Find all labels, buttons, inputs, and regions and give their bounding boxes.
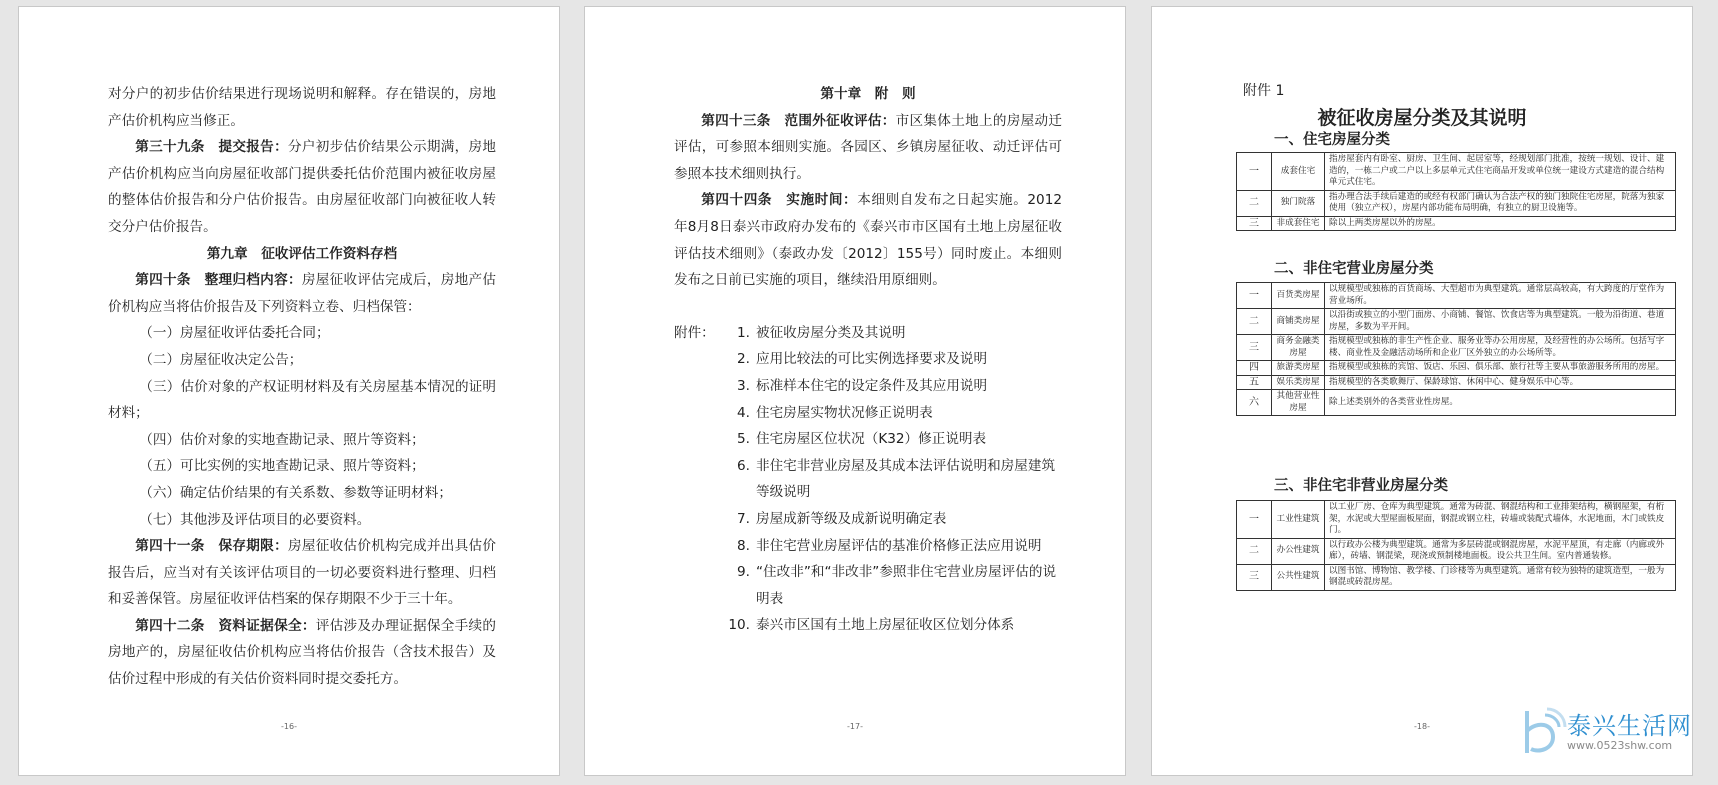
article-44 <box>674 187 1062 293</box>
article-heading: 第四十四条 实施时间： <box>701 192 858 209</box>
annex-label: 附件 1 <box>1243 83 1285 99</box>
annex-title: 被征收房屋分类及其说明 <box>1317 107 1527 129</box>
article-text: 房屋征收估价机构完成并出具估价报告后，应当对有关该评估项目的一切必要资料进行整理、归档和妥善保管。房屋征收评估档案的保存期限不少于三十年。 <box>108 538 497 608</box>
paragraph: 对分户的初步估价结果进行现场说明和解释。存在错误的，房地产估价机构应当修正。 <box>108 86 496 129</box>
list-item: （六）确定估价结果的有关系数、参数等证明材料； <box>139 484 452 501</box>
article-heading: 第四十条 整理归档内容： <box>135 272 302 289</box>
table-row: 二 商铺类房屋 以沿街或独立的小型门面房、小商铺、餐馆、饮食店等为典型建筑。一般为沿街道、巷道房屋，多数为平开间。 <box>1237 309 1676 335</box>
list-item: （七）其他涉及评估项目的必要资料。 <box>139 511 371 528</box>
article-40 <box>108 267 496 320</box>
table-row: 二 办公性建筑 以行政办公楼为典型建筑。通常为多层砖混或钢混房屋，水泥平屋顶，有走廊（内廊或外廊），砖墙、钢混梁，现浇或预制楼地面板。设公共卫生间。室内普通装修。 <box>1237 538 1676 564</box>
table-row: 一 成套住宅 指房屋套内有卧室、厨房、卫生间、起居室等，经规划部门批准，按统一规划、设计、建造的，一栋二户或二户以上多层单元式住宅商品开发或单位统一建设方式建造的混合结构单元式住宅。 <box>1237 153 1676 191</box>
article-text: 分户初步估价结果公示期满，房地产估价机构应当向房屋征收部门提供委托估价范围内被征收房屋的整体估价报告和分户估价报告。由房屋征收部门向被征收人转交分户估价报告。 <box>108 139 497 235</box>
section-heading: 三、非住宅非营业房屋分类 <box>1274 478 1448 494</box>
chapter-heading: 第九章 征收评估工作资料存档 <box>206 245 398 262</box>
table-row: 三 公共性建筑 以图书馆、博物馆、教学楼、门诊楼等为典型建筑。通常有较为独特的建筑造型，一般为钢混或砖混房屋。 <box>1237 564 1676 590</box>
page-16-body <box>108 81 496 693</box>
annex-item: 4. 住宅房屋实物状况修正说明表 <box>737 404 933 421</box>
article-heading: 第四十三条 范围外征收评估： <box>701 112 896 129</box>
page-number: -18- <box>1414 722 1430 731</box>
site-url: www.0523shw.com <box>1567 738 1673 752</box>
article-text: 房屋征收评估完成后，房地产估价机构应当将估价报告及下列资料立卷、归档保管： <box>108 272 497 315</box>
article-39 <box>108 134 496 240</box>
site-watermark <box>1519 705 1692 759</box>
article-text: 本细则自发布之日起实施。2012年8月8日泰兴市政府办发布的《泰兴市市区国有土地上房屋征收评估技术细则》（泰政办发〔2012〕155号）同时废止。本细则发布之日前已实施的项目，继续沿用原细则。 <box>674 192 1062 289</box>
chapter-heading: 第十章 附 则 <box>820 86 916 102</box>
article-42 <box>108 613 496 693</box>
annex-list <box>674 320 1062 639</box>
annex-item: 2. 应用比较法的可比实例选择要求及说明 <box>737 351 988 368</box>
table-row: 四 旅游类房屋 指规模型或独栋的宾馆、饭店、乐园、俱乐部、旅行社等主要从事旅游服务所用的房屋。 <box>1237 361 1676 376</box>
annex-label: 附件： <box>674 324 715 341</box>
annex-item: 附件： 1. 被征收房屋分类及其说明 <box>674 320 1062 347</box>
page-number: -16- <box>281 722 297 731</box>
table-row: 一 百货类房屋 以规模型或独栋的百货商场、大型超市为典型建筑。通常层高较高，有大跨度的厅堂作为营业场所。 <box>1237 283 1676 309</box>
table-row: 三 非成套住宅 除以上两类房屋以外的房屋。 <box>1237 216 1676 231</box>
site-name: 泰兴生活网 <box>1567 711 1692 740</box>
table-row: 一 工业性建筑 以工业厂房、仓库为典型建筑。通常为砖混、钢混结构和工业排架结构，横钢屋架，有桁架，水泥或大型屋面板屋面，钢混或钢立柱，砖墙或装配式墙体，水泥地面，木门或铁皮门。 <box>1237 501 1676 539</box>
classification-table-non-commercial <box>1236 500 1676 591</box>
article-heading: 第四十一条 保存期限： <box>135 538 288 555</box>
document-page-16 <box>18 6 560 776</box>
table-row: 二 独门院落 指办理合法手续后建造的或经有权部门确认为合法产权的独门独院住宅房屋，院落为独家使用（独立产权），房屋内部功能布局明确，有独立的厨卫设施等。 <box>1237 190 1676 216</box>
classification-table-commercial <box>1236 282 1676 416</box>
article-43 <box>674 108 1062 188</box>
document-page-17 <box>584 6 1126 776</box>
table-row: 五 娱乐类房屋 指规模型的各类歌舞厅、保龄球馆、休闲中心、健身娱乐中心等。 <box>1237 375 1676 390</box>
article-text: 市区集体土地上的房屋动迁评估，可参照本细则实施。各园区、乡镇房屋征收、动迁评估可参照本技术细则执行。 <box>674 112 1063 182</box>
section-heading: 一、住宅房屋分类 <box>1274 132 1390 148</box>
annex-item: 8. 非住宅营业房屋评估的基准价格修正法应用说明 <box>737 537 1042 554</box>
section-heading: 二、非住宅营业房屋分类 <box>1274 261 1434 277</box>
annex-item: 6. 非住宅非营业房屋及其成本法评估说明和房屋建筑等级说明 <box>737 457 1056 501</box>
document-page-18 <box>1151 6 1693 776</box>
article-heading: 第四十二条 资料证据保全： <box>135 617 316 634</box>
annex-item: 7. 房屋成新等级及成新说明确定表 <box>737 510 947 527</box>
article-41 <box>108 533 496 613</box>
list-item: （三）估价对象的产权证明材料及有关房屋基本情况的证明材料； <box>108 378 496 422</box>
annex-item: 10. 泰兴市区国有土地上房屋征收区位划分体系 <box>728 617 1015 634</box>
classification-table-residential <box>1236 152 1676 231</box>
annex-item: 9. “住改非”和“非改非”参照非住宅营业房屋评估的说明表 <box>737 564 1057 607</box>
page-17-body <box>674 81 1062 639</box>
article-heading: 第三十九条 提交报告： <box>135 139 288 156</box>
page-number: -17- <box>847 722 863 731</box>
site-text <box>1567 713 1692 752</box>
list-item: （二）房屋征收决定公告； <box>139 351 303 368</box>
table-row: 六 其他营业性房屋 除上述类别外的各类营业性房屋。 <box>1237 390 1676 416</box>
table-row: 三 商务金融类房屋 指规模型或独栋的非生产性企业、服务业等办公用房屋，及经营性的办公场所。包括写字楼、商业性及金融活动场所和企业厂区外独立的办公场所等。 <box>1237 335 1676 361</box>
annex-item: 3. 标准样本住宅的设定条件及其应用说明 <box>737 377 988 394</box>
site-logo-icon <box>1519 705 1567 759</box>
article-text: 评估涉及办理证据保全手续的房地产的，房屋征收估价机构应当将估价报告（含技术报告）及估价过程中形成的有关估价资料同时提交委托方。 <box>108 617 497 688</box>
list-item: （四）估价对象的实地查勘记录、照片等资料； <box>139 431 425 448</box>
list-item: （一）房屋征收评估委托合同； <box>139 325 330 342</box>
list-item: （五）可比实例的实地查勘记录、照片等资料； <box>139 458 425 475</box>
annex-item: 5. 住宅房屋区位状况（K32）修正说明表 <box>737 431 987 448</box>
